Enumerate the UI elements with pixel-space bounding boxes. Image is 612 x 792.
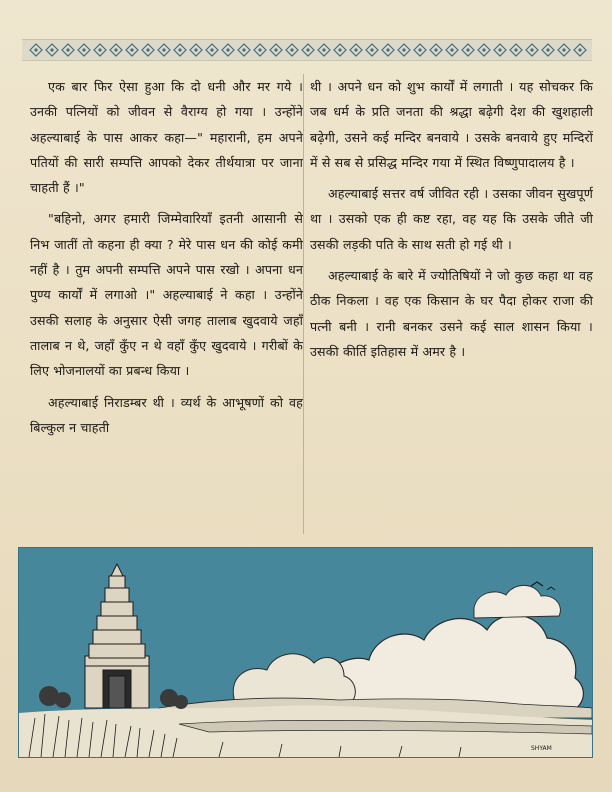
paragraph: एक बार फिर ऐसा हुआ कि दो धनी और मर गये । उनकी पत्नियों को जीवन से वैराग्य हो गया । उन्होंने अहल्याबाई के पास आकर कहा—" महारानी, हम अपने पतियों की सारी सम्पत्ति आपको देकर तीर्थयात्रा पर जाना चाहती हैं ।" xyxy=(30,79,303,196)
dot-ornament-icon xyxy=(210,48,213,51)
dot-ornament-icon xyxy=(162,48,165,51)
decorative-border xyxy=(22,39,592,61)
paragraph: थी । अपने धन को शुभ कार्यों में लगाती । यह सोचकर कि जब धर्म के प्रति जनता की श्रद्धा बढ़ेगी देश की खुशहाली बढ़ेगी, उसने कई मन्दिर बनवाये । उसके बनवाये हुए मन्दिरों में से सब से प्रसिद्ध मन्दिर गया में स्थित विष्णुपादालय है । xyxy=(310,79,593,170)
dot-ornament-icon xyxy=(434,48,437,51)
bird-icon xyxy=(531,582,543,586)
dot-ornament-icon xyxy=(66,48,69,51)
temple-icon xyxy=(85,564,149,708)
dot-ornament-icon xyxy=(130,48,133,51)
cloud-shape xyxy=(319,615,583,713)
dot-ornament-icon xyxy=(386,48,389,51)
dot-ornament-icon xyxy=(482,48,485,51)
left-text-column xyxy=(30,74,303,440)
landscape-drawing xyxy=(19,548,592,757)
paragraph: अहल्याबाई निराडम्बर थी । व्यर्थ के आभूषणों को वह बिल्कुल न चाहती xyxy=(30,394,303,435)
dot-ornament-icon xyxy=(562,48,565,51)
bird-icon xyxy=(547,587,555,590)
temple-illustration xyxy=(19,548,592,757)
dot-ornament-icon xyxy=(354,48,357,51)
dot-ornament-icon xyxy=(402,48,405,51)
dot-ornament-icon xyxy=(146,48,149,51)
column-divider xyxy=(303,74,304,534)
dot-ornament-icon xyxy=(50,48,53,51)
dot-ornament-icon xyxy=(418,48,421,51)
dot-ornament-icon xyxy=(114,48,117,51)
paragraph: अहल्याबाई सत्तर वर्ष जीवित रही । उसका जीवन सुखपूर्ण था । उसको एक ही कष्ट रहा, वह यह कि उसके जीते जी उसकी लड़की पति के साथ सती हो गई थी । xyxy=(310,186,593,252)
dot-ornament-icon xyxy=(530,48,533,51)
dot-ornament-icon xyxy=(258,48,261,51)
dot-ornament-icon xyxy=(194,48,197,51)
dot-ornament-icon xyxy=(242,48,245,51)
dot-ornament-icon xyxy=(498,48,501,51)
dot-ornament-icon xyxy=(514,48,517,51)
dot-ornament-icon xyxy=(306,48,309,51)
dot-ornament-icon xyxy=(338,48,341,51)
dot-ornament-icon xyxy=(226,48,229,51)
dot-ornament-icon xyxy=(578,48,581,51)
dot-ornament-icon xyxy=(274,48,277,51)
paragraph: अहल्याबाई के बारे में ज्योतिषियों ने जो कुछ कहा था वह ठीक निकला । वह एक किसान के घर पैदा होकर राजा की पत्नी बनी । रानी बनकर उसने कई साल शासन किया । उसकी कीर्ति इतिहास में अमर है । xyxy=(310,268,593,359)
right-text-column xyxy=(310,74,593,364)
dot-ornament-icon xyxy=(98,48,101,51)
diamond-chain-icon xyxy=(22,40,592,60)
dot-ornament-icon xyxy=(34,48,37,51)
dot-ornament-icon xyxy=(322,48,325,51)
dot-ornament-icon xyxy=(546,48,549,51)
dot-ornament-icon xyxy=(370,48,373,51)
cloud-shape xyxy=(233,654,355,704)
illustration-signature: SHYAM xyxy=(531,745,552,752)
dot-ornament-icon xyxy=(290,48,293,51)
dot-ornament-icon xyxy=(450,48,453,51)
paragraph: "बहिनो, अगर हमारी जिम्मेवारियाँ इतनी आसानी से निभ जातीं तो कहना ही क्या ? मेरे पास धन की कोई कमी नहीं है । तुम अपनी सम्पत्ति अपने पास रखो । अपना धन पुण्य कार्यों में लगाओ ।" अहल्याबाई ने कहा । उन्होंने उसकी सलाह के अनुसार ऐसी जगह तालाब खुदवाये जहाँ तालाब न थे, जहाँ कुँए न थे वहाँ कुँए खुदवाये । गरीबों के लिए भोजनालयों का प्रबन्ध किया । xyxy=(30,211,303,379)
dot-ornament-icon xyxy=(466,48,469,51)
dot-ornament-icon xyxy=(178,48,181,51)
dot-ornament-icon xyxy=(82,48,85,51)
